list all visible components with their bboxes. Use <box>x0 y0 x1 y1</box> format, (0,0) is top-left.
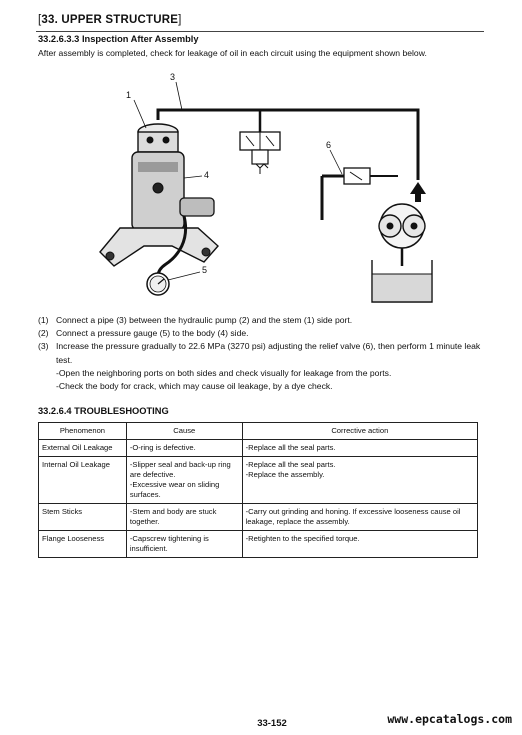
step-text: Connect a pipe (3) between the hydraulic pump (2) and the stem (1) side port. <box>56 315 353 325</box>
troubleshooting-table <box>38 422 478 558</box>
column-header-cause: Cause <box>126 423 242 440</box>
phenomenon-cell: Flange Looseness <box>39 531 127 558</box>
phenomenon-cell: External Oil Leakage <box>39 440 127 457</box>
part-label-4: 4 <box>204 170 210 180</box>
action-cell: -Replace all the seal parts. -Replace the assembly. <box>242 457 477 504</box>
part-label-5: 5 <box>202 265 208 275</box>
step-text: Connect a pressure gauge (5) to the body (4) side. <box>56 328 249 339</box>
step-text: Increase the pressure gradually to 22.6 MPa (3270 psi) adjusting the relief valve (6), then perform 1 minute leak test. <box>56 341 481 365</box>
part-label-6: 6 <box>326 140 332 150</box>
step-number: (2) <box>38 328 49 339</box>
watermark: www.epcatalogs.com <box>387 712 512 726</box>
table-header-row <box>39 423 478 440</box>
step-note: -Check the body for crack, which may cause oil leakage, by a dye check. <box>56 381 333 392</box>
step-item <box>38 340 486 366</box>
hydraulic-pump <box>379 204 425 248</box>
column-header-phenomenon: Phenomenon <box>39 423 127 440</box>
swivel-joint <box>100 124 218 266</box>
cause-cell: -Slipper seal and back-up ring are defective. -Excessive wear on sliding surfaces. <box>126 457 242 504</box>
part-label-1: 1 <box>126 90 132 100</box>
table-row <box>39 531 478 558</box>
action-cell: -Retighten to the specified torque. <box>242 531 477 558</box>
cause-cell: -O-ring is defective. <box>126 440 242 457</box>
hydraulic-test-diagram <box>80 70 480 305</box>
step-number: (1) <box>38 315 49 325</box>
action-cell: -Carry out grinding and honing. If excessive looseness cause oil leakage, replace the assembly. <box>242 504 477 531</box>
page-number: 33-152 <box>257 718 287 729</box>
action-cell: -Replace all the seal parts. <box>242 440 477 457</box>
relief-valve <box>344 168 370 184</box>
part-label-3: 3 <box>170 72 176 82</box>
table-row <box>39 440 478 457</box>
column-header-action: Corrective action <box>242 423 477 440</box>
table-row <box>39 457 478 504</box>
phenomenon-cell: Stem Sticks <box>39 504 127 531</box>
step-number: (3) <box>38 341 49 352</box>
troubleshooting-title: 33.2.6.4 TROUBLESHOOTING <box>38 406 169 416</box>
step-note: -Open the neighboring ports on both sides and check visually for leakage from the ports. <box>56 367 392 378</box>
cause-cell: -Stem and body are stuck together. <box>126 504 242 531</box>
inspection-title: 33.2.6.3.3 Inspection After Assembly <box>38 34 199 44</box>
pressure-gauge <box>147 273 169 295</box>
procedure-steps <box>38 314 486 393</box>
table-row <box>39 504 478 531</box>
section-header-text: 33. UPPER STRUCTURE <box>41 14 179 26</box>
inspection-intro: After assembly is completed, check for leakage of oil in each circuit using the equipment shown below. <box>38 48 427 58</box>
header-divider <box>36 31 484 32</box>
section-header: [33. UPPER STRUCTURE] <box>38 14 182 26</box>
step-item <box>38 314 486 327</box>
pipe-line <box>158 110 418 180</box>
step-item <box>38 327 486 340</box>
phenomenon-cell: Internal Oil Leakage <box>39 457 127 504</box>
cause-cell: -Capscrew tightening is insufficient. <box>126 531 242 558</box>
